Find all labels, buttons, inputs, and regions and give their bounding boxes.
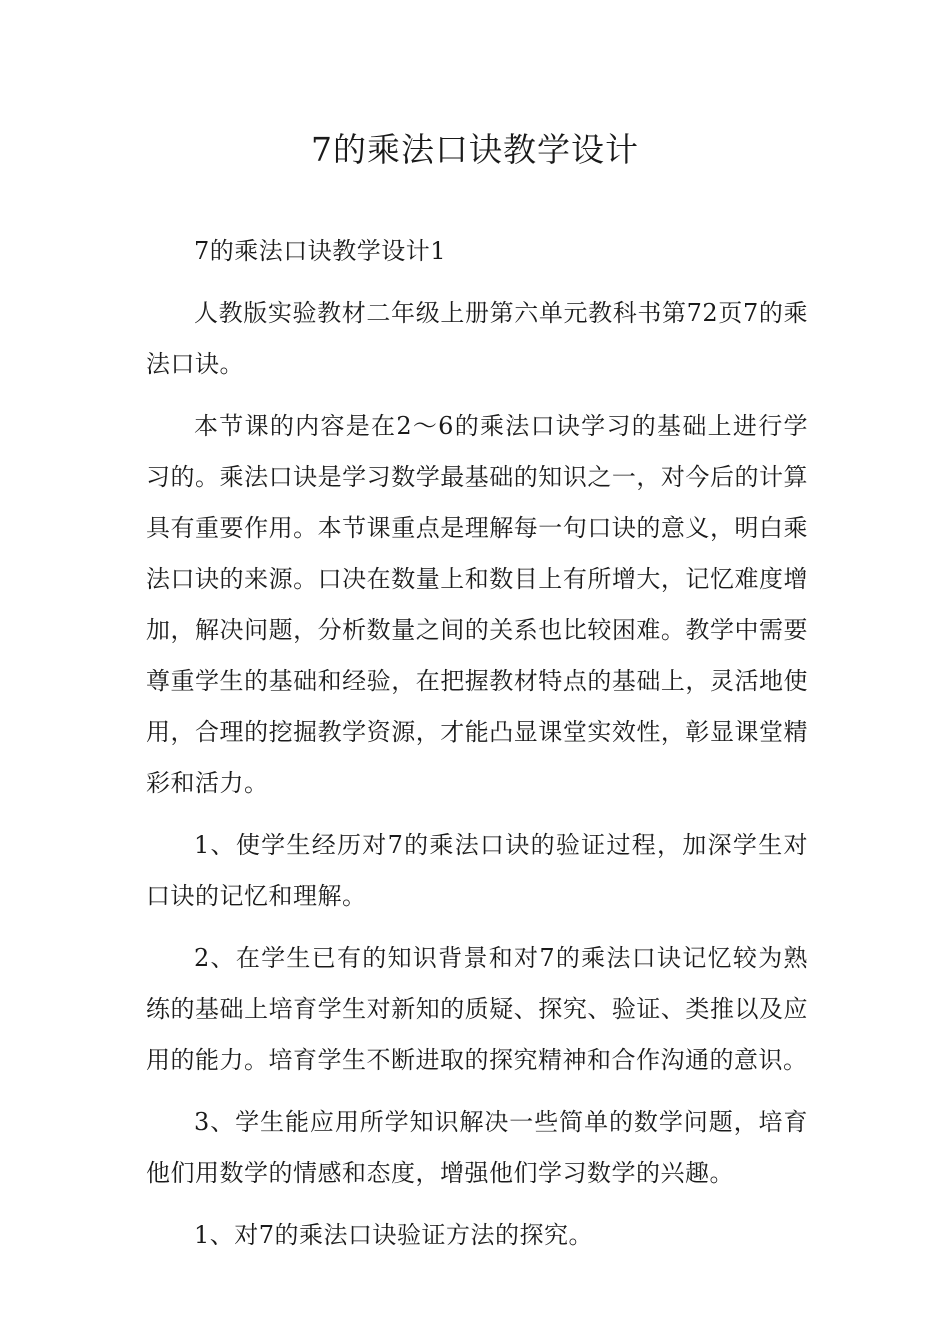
- paragraph-subtitle: 7的乘法口诀教学设计1: [194, 237, 447, 265]
- paragraph-goal-2: 2、在学生已有的知识背景和对7的乘法口诀记忆较为熟练的基础上培育学生对新知的质疑、探究、验证、类推以及应用的能力。培育学生不断进取的探究精神和合作沟通的意识。: [146, 944, 808, 1074]
- paragraph-key-point-1: 1、对7的乘法口诀验证方法的探究。: [194, 1221, 594, 1249]
- paragraph-goal-3: 3、学生能应用所学知识解决一些简单的数学问题，培育他们用数学的情感和态度，增强他们学习数学的兴趣。: [146, 1108, 808, 1187]
- paragraph-textbook-reference: 人教版实验教材二年级上册第六单元教科书第72页7的乘法口诀。: [146, 299, 808, 378]
- document-title: 7的乘法口诀教学设计: [311, 130, 639, 169]
- paragraph-lesson-analysis: 本节课的内容是在2～6的乘法口诀学习的基础上进行学习的。乘法口诀是学习数学最基础的知识之一，对今后的计算具有重要作用。本节课重点是理解每一句口诀的意义，明白乘法口诀的来源。口决在数量上和数目上有所增大，记忆难度增加，解决问题，分析数量之间的关系也比较困难。教学中需要尊重学生的基础和经验，在把握教材特点的基础上，灵活地使用，合理的挖掘教学资源，才能凸显课堂实效性，彰显课堂精彩和活力。: [146, 412, 808, 797]
- paragraph-goal-1: 1、使学生经历对7的乘法口诀的验证过程，加深学生对口诀的记忆和理解。: [146, 831, 808, 910]
- document-body: [146, 226, 808, 1272]
